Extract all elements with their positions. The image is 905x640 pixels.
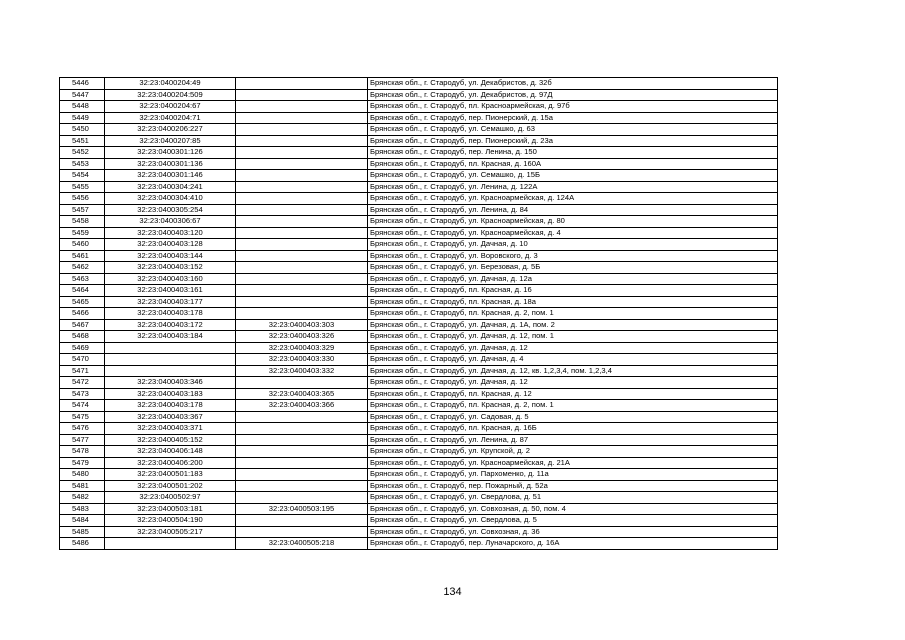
address-cell: Брянская обл., г. Стародуб, пл. Красная, д. 16 (368, 285, 778, 297)
cadastral-number-cell: 32:23:0400405:152 (105, 434, 236, 446)
row-number-cell: 5470 (60, 354, 105, 366)
cadastral-number-cell: 32:23:0400301:136 (105, 158, 236, 170)
address-cell: Брянская обл., г. Стародуб, ул. Свердлова, д. 51 (368, 492, 778, 504)
cadastral-number-cell: 32:23:0400403:160 (105, 273, 236, 285)
related-cadastral-number-cell (236, 158, 368, 170)
address-cell: Брянская обл., г. Стародуб, пер. Луначарского, д. 16А (368, 538, 778, 550)
row-number-cell: 5446 (60, 78, 105, 90)
table-row (60, 262, 778, 274)
related-cadastral-number-cell: 32:23:0400403:329 (236, 342, 368, 354)
table-row (60, 124, 778, 136)
row-number-cell: 5480 (60, 469, 105, 481)
row-number-cell: 5450 (60, 124, 105, 136)
row-number-cell: 5482 (60, 492, 105, 504)
related-cadastral-number-cell (236, 285, 368, 297)
related-cadastral-number-cell (236, 526, 368, 538)
address-cell: Брянская обл., г. Стародуб, ул. Ленина, д. 84 (368, 204, 778, 216)
table-row (60, 158, 778, 170)
table-row (60, 526, 778, 538)
address-cell: Брянская обл., г. Стародуб, ул. Дачная, д. 10 (368, 239, 778, 251)
table-row (60, 147, 778, 159)
row-number-cell: 5463 (60, 273, 105, 285)
related-cadastral-number-cell (236, 492, 368, 504)
cadastral-number-cell: 32:23:0400403:178 (105, 400, 236, 412)
related-cadastral-number-cell (236, 193, 368, 205)
row-number-cell: 5453 (60, 158, 105, 170)
address-cell: Брянская обл., г. Стародуб, ул. Дачная, д. 4 (368, 354, 778, 366)
address-cell: Брянская обл., г. Стародуб, ул. Декабристов, д. 97Д (368, 89, 778, 101)
cadastral-number-cell: 32:23:0400403:371 (105, 423, 236, 435)
related-cadastral-number-cell (236, 377, 368, 389)
table-row (60, 446, 778, 458)
related-cadastral-number-cell (236, 434, 368, 446)
table-row (60, 216, 778, 228)
row-number-cell: 5477 (60, 434, 105, 446)
table-row (60, 377, 778, 389)
cadastral-number-cell: 32:23:0400301:126 (105, 147, 236, 159)
table-row (60, 296, 778, 308)
row-number-cell: 5469 (60, 342, 105, 354)
cadastral-number-cell: 32:23:0400204:71 (105, 112, 236, 124)
row-number-cell: 5466 (60, 308, 105, 320)
related-cadastral-number-cell (236, 457, 368, 469)
address-cell: Брянская обл., г. Стародуб, ул. Дачная, д. 12, пом. 1 (368, 331, 778, 343)
table-row (60, 388, 778, 400)
address-cell: Брянская обл., г. Стародуб, ул. Красноармейская, д. 21А (368, 457, 778, 469)
cadastral-number-cell: 32:23:0400406:200 (105, 457, 236, 469)
row-number-cell: 5451 (60, 135, 105, 147)
address-cell: Брянская обл., г. Стародуб, пл. Красная, д. 2, пом. 1 (368, 400, 778, 412)
table-row (60, 503, 778, 515)
cadastral-number-cell (105, 538, 236, 550)
cadastral-number-cell: 32:23:0400306:67 (105, 216, 236, 228)
address-cell: Брянская обл., г. Стародуб, пл. Красная, д. 16Б (368, 423, 778, 435)
address-cell: Брянская обл., г. Стародуб, ул. Ленина, д. 87 (368, 434, 778, 446)
row-number-cell: 5465 (60, 296, 105, 308)
row-number-cell: 5457 (60, 204, 105, 216)
cadastral-number-cell: 32:23:0400403:144 (105, 250, 236, 262)
row-number-cell: 5458 (60, 216, 105, 228)
cadastral-number-cell: 32:23:0400304:410 (105, 193, 236, 205)
row-number-cell: 5456 (60, 193, 105, 205)
related-cadastral-number-cell (236, 423, 368, 435)
table-row (60, 354, 778, 366)
related-cadastral-number-cell (236, 78, 368, 90)
address-cell: Брянская обл., г. Стародуб, пер. Пожарный, д. 52а (368, 480, 778, 492)
address-cell: Брянская обл., г. Стародуб, ул. Пархоменко, д. 11а (368, 469, 778, 481)
related-cadastral-number-cell: 32:23:0400403:330 (236, 354, 368, 366)
cadastral-number-cell: 32:23:0400403:184 (105, 331, 236, 343)
cadastral-number-cell: 32:23:0400204:509 (105, 89, 236, 101)
related-cadastral-number-cell: 32:23:0400403:332 (236, 365, 368, 377)
address-cell: Брянская обл., г. Стародуб, пер. Пионерский, д. 15а (368, 112, 778, 124)
cadastral-number-cell: 32:23:0400403:152 (105, 262, 236, 274)
row-number-cell: 5472 (60, 377, 105, 389)
address-cell: Брянская обл., г. Стародуб, ул. Дачная, д. 12а (368, 273, 778, 285)
address-cell: Брянская обл., г. Стародуб, пл. Красная, д. 2, пом. 1 (368, 308, 778, 320)
row-number-cell: 5462 (60, 262, 105, 274)
row-number-cell: 5455 (60, 181, 105, 193)
table-row (60, 181, 778, 193)
related-cadastral-number-cell (236, 89, 368, 101)
address-cell: Брянская обл., г. Стародуб, пл. Красноармейская, д. 97б (368, 101, 778, 113)
address-cell: Брянская обл., г. Стародуб, ул. Ленина, д. 122А (368, 181, 778, 193)
row-number-cell: 5464 (60, 285, 105, 297)
related-cadastral-number-cell (236, 216, 368, 228)
table-row (60, 400, 778, 412)
table-row (60, 492, 778, 504)
cadastral-number-cell: 32:23:0400204:49 (105, 78, 236, 90)
cadastral-number-cell: 32:23:0400406:148 (105, 446, 236, 458)
row-number-cell: 5478 (60, 446, 105, 458)
table-row (60, 365, 778, 377)
row-number-cell: 5481 (60, 480, 105, 492)
table-row (60, 457, 778, 469)
address-cell: Брянская обл., г. Стародуб, ул. Совхозная, д. 50, пом. 4 (368, 503, 778, 515)
related-cadastral-number-cell (236, 135, 368, 147)
address-cell: Брянская обл., г. Стародуб, ул. Садовая, д. 5 (368, 411, 778, 423)
cadastral-number-cell: 32:23:0400504:190 (105, 515, 236, 527)
cadastral-number-cell: 32:23:0400204:67 (105, 101, 236, 113)
address-cell: Брянская обл., г. Стародуб, ул. Свердлова, д. 5 (368, 515, 778, 527)
row-number-cell: 5460 (60, 239, 105, 251)
row-number-cell: 5474 (60, 400, 105, 412)
row-number-cell: 5467 (60, 319, 105, 331)
cadastral-number-cell: 32:23:0400403:128 (105, 239, 236, 251)
row-number-cell: 5452 (60, 147, 105, 159)
row-number-cell: 5479 (60, 457, 105, 469)
cadastral-number-cell: 32:23:0400502:97 (105, 492, 236, 504)
row-number-cell: 5485 (60, 526, 105, 538)
table-row (60, 411, 778, 423)
related-cadastral-number-cell (236, 411, 368, 423)
row-number-cell: 5486 (60, 538, 105, 550)
table-row (60, 331, 778, 343)
related-cadastral-number-cell (236, 147, 368, 159)
cadastral-number-cell (105, 365, 236, 377)
table-row (60, 285, 778, 297)
table-row (60, 515, 778, 527)
related-cadastral-number-cell (236, 515, 368, 527)
related-cadastral-number-cell (236, 239, 368, 251)
table-row (60, 319, 778, 331)
page-number: 134 (443, 586, 462, 598)
row-number-cell: 5448 (60, 101, 105, 113)
cadastral-number-cell: 32:23:0400403:183 (105, 388, 236, 400)
address-cell: Брянская обл., г. Стародуб, пл. Красная, д. 12 (368, 388, 778, 400)
cadastral-number-cell: 32:23:0400403:178 (105, 308, 236, 320)
related-cadastral-number-cell (236, 262, 368, 274)
address-cell: Брянская обл., г. Стародуб, ул. Дачная, д. 12 (368, 342, 778, 354)
cadastral-number-cell: 32:23:0400501:202 (105, 480, 236, 492)
table-row (60, 239, 778, 251)
row-number-cell: 5475 (60, 411, 105, 423)
registry-table (59, 77, 778, 550)
cadastral-number-cell: 32:23:0400403:161 (105, 285, 236, 297)
address-cell: Брянская обл., г. Стародуб, ул. Семашко, д. 63 (368, 124, 778, 136)
related-cadastral-number-cell (236, 112, 368, 124)
address-cell: Брянская обл., г. Стародуб, ул. Декабристов, д. 32б (368, 78, 778, 90)
table-row (60, 112, 778, 124)
address-cell: Брянская обл., г. Стародуб, ул. Крупской, д. 2 (368, 446, 778, 458)
related-cadastral-number-cell (236, 273, 368, 285)
cadastral-number-cell: 32:23:0400206:227 (105, 124, 236, 136)
table-row (60, 273, 778, 285)
related-cadastral-number-cell (236, 480, 368, 492)
table-row (60, 135, 778, 147)
related-cadastral-number-cell (236, 250, 368, 262)
table-row (60, 101, 778, 113)
cadastral-number-cell (105, 342, 236, 354)
related-cadastral-number-cell: 32:23:0400403:365 (236, 388, 368, 400)
table-row (60, 78, 778, 90)
registry-table-body (60, 78, 778, 550)
related-cadastral-number-cell (236, 181, 368, 193)
address-cell: Брянская обл., г. Стародуб, пл. Красная, д. 160А (368, 158, 778, 170)
address-cell: Брянская обл., г. Стародуб, ул. Красноармейская, д. 80 (368, 216, 778, 228)
cadastral-number-cell: 32:23:0400403:346 (105, 377, 236, 389)
related-cadastral-number-cell (236, 308, 368, 320)
table-row (60, 342, 778, 354)
related-cadastral-number-cell (236, 124, 368, 136)
related-cadastral-number-cell (236, 446, 368, 458)
related-cadastral-number-cell: 32:23:0400403:303 (236, 319, 368, 331)
address-cell: Брянская обл., г. Стародуб, ул. Дачная, д. 1А, пом. 2 (368, 319, 778, 331)
cadastral-number-cell (105, 354, 236, 366)
address-cell: Брянская обл., г. Стародуб, ул. Дачная, д. 12, кв. 1,2,3,4, пом. 1,2,3,4 (368, 365, 778, 377)
related-cadastral-number-cell: 32:23:0400403:366 (236, 400, 368, 412)
row-number-cell: 5473 (60, 388, 105, 400)
row-number-cell: 5459 (60, 227, 105, 239)
cadastral-number-cell: 32:23:0400301:146 (105, 170, 236, 182)
related-cadastral-number-cell (236, 204, 368, 216)
related-cadastral-number-cell (236, 101, 368, 113)
cadastral-number-cell: 32:23:0400305:254 (105, 204, 236, 216)
row-number-cell: 5461 (60, 250, 105, 262)
cadastral-number-cell: 32:23:0400304:241 (105, 181, 236, 193)
related-cadastral-number-cell: 32:23:0400505:218 (236, 538, 368, 550)
address-cell: Брянская обл., г. Стародуб, пер. Ленина, д. 150 (368, 147, 778, 159)
table-row (60, 469, 778, 481)
related-cadastral-number-cell (236, 296, 368, 308)
row-number-cell: 5476 (60, 423, 105, 435)
address-cell: Брянская обл., г. Стародуб, ул. Березовая, д. 5Б (368, 262, 778, 274)
address-cell: Брянская обл., г. Стародуб, ул. Дачная, д. 12 (368, 377, 778, 389)
related-cadastral-number-cell: 32:23:0400503:195 (236, 503, 368, 515)
table-row (60, 89, 778, 101)
address-cell: Брянская обл., г. Стародуб, ул. Семашко, д. 15Б (368, 170, 778, 182)
table-row (60, 170, 778, 182)
cadastral-number-cell: 32:23:0400403:120 (105, 227, 236, 239)
related-cadastral-number-cell: 32:23:0400403:326 (236, 331, 368, 343)
cadastral-number-cell: 32:23:0400403:172 (105, 319, 236, 331)
cadastral-number-cell: 32:23:0400501:183 (105, 469, 236, 481)
table-row (60, 308, 778, 320)
row-number-cell: 5484 (60, 515, 105, 527)
cadastral-number-cell: 32:23:0400503:181 (105, 503, 236, 515)
row-number-cell: 5471 (60, 365, 105, 377)
table-row (60, 480, 778, 492)
table-row (60, 250, 778, 262)
table-row (60, 227, 778, 239)
address-cell: Брянская обл., г. Стародуб, пл. Красная, д. 18а (368, 296, 778, 308)
row-number-cell: 5468 (60, 331, 105, 343)
row-number-cell: 5447 (60, 89, 105, 101)
table-row (60, 204, 778, 216)
cadastral-number-cell: 32:23:0400403:367 (105, 411, 236, 423)
table-row (60, 423, 778, 435)
address-cell: Брянская обл., г. Стародуб, ул. Красноармейская, д. 4 (368, 227, 778, 239)
related-cadastral-number-cell (236, 170, 368, 182)
address-cell: Брянская обл., г. Стародуб, ул. Воровского, д. 3 (368, 250, 778, 262)
row-number-cell: 5483 (60, 503, 105, 515)
address-cell: Брянская обл., г. Стародуб, пер. Пионерский, д. 23а (368, 135, 778, 147)
cadastral-number-cell: 32:23:0400207:85 (105, 135, 236, 147)
row-number-cell: 5454 (60, 170, 105, 182)
related-cadastral-number-cell (236, 227, 368, 239)
address-cell: Брянская обл., г. Стародуб, ул. Совхозная, д. 36 (368, 526, 778, 538)
table-row (60, 538, 778, 550)
table-row (60, 434, 778, 446)
cadastral-number-cell: 32:23:0400505:217 (105, 526, 236, 538)
related-cadastral-number-cell (236, 469, 368, 481)
row-number-cell: 5449 (60, 112, 105, 124)
address-cell: Брянская обл., г. Стародуб, ул. Красноармейская, д. 124А (368, 193, 778, 205)
table-row (60, 193, 778, 205)
cadastral-number-cell: 32:23:0400403:177 (105, 296, 236, 308)
